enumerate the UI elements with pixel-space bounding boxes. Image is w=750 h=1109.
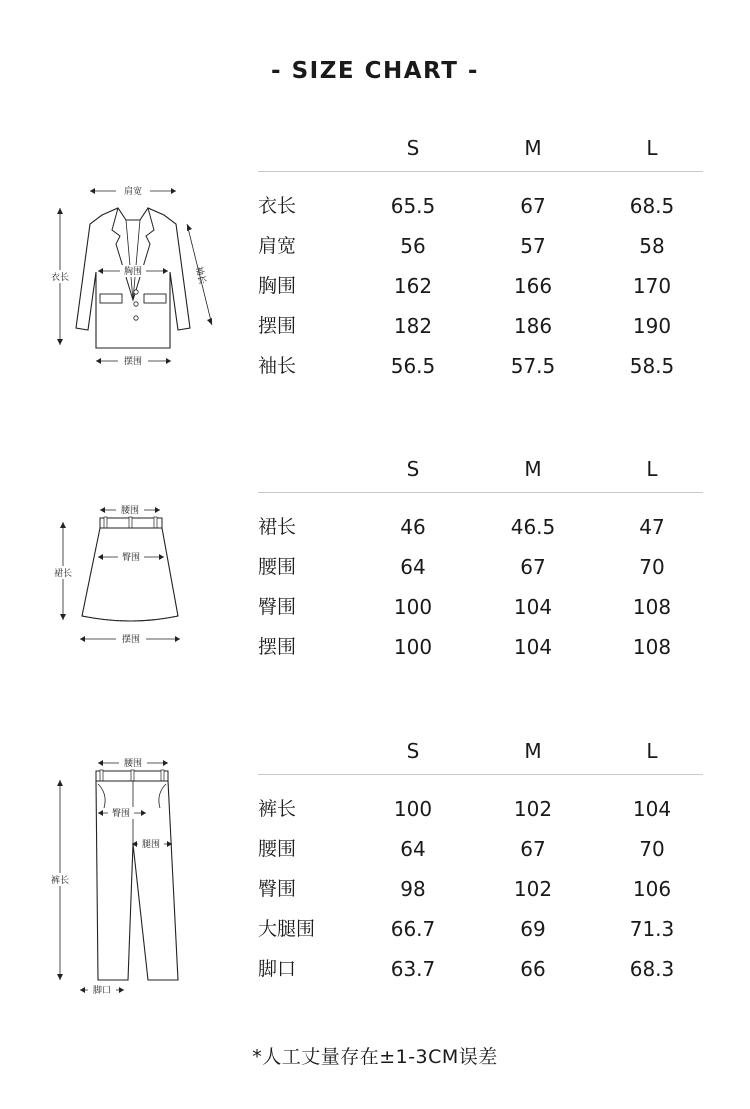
measure-name: 裤长 — [258, 798, 297, 820]
label-waist: 腰围 — [120, 506, 140, 516]
value-m: 46.5 — [510, 515, 556, 539]
value-s: 63.7 — [390, 957, 436, 981]
value-m: 67 — [520, 194, 546, 218]
value-m: 102 — [513, 877, 553, 901]
table-row — [258, 311, 703, 341]
value-m: 102 — [513, 797, 553, 821]
label-trouser-waist: 腰围 — [123, 759, 143, 769]
value-l: 71.3 — [629, 917, 675, 941]
measure-name: 摆围 — [258, 315, 297, 337]
label-skirt-length: 裙长 — [53, 569, 73, 579]
value-m: 166 — [513, 274, 553, 298]
size-header-row — [258, 133, 703, 163]
table-row — [258, 592, 703, 622]
label-trouser-length: 裤长 — [50, 876, 70, 886]
table-row — [258, 191, 703, 221]
blazer-diagram — [40, 180, 230, 380]
measure-name: 臀围 — [258, 878, 297, 900]
value-m: 186 — [513, 314, 553, 338]
measure-name: 胸围 — [258, 275, 297, 297]
label-chest: 胸围 — [123, 267, 143, 277]
value-l: 190 — [632, 314, 672, 338]
blazer-illustration — [40, 180, 230, 380]
value-s: 98 — [400, 877, 426, 901]
size-header-m: M — [524, 457, 542, 481]
value-l: 68.5 — [629, 194, 675, 218]
table-row — [258, 794, 703, 824]
size-header-l: L — [646, 136, 658, 160]
table-row — [258, 834, 703, 864]
measure-name: 臀围 — [258, 596, 297, 618]
table-row — [258, 351, 703, 381]
table-row — [258, 231, 703, 261]
value-l: 170 — [632, 274, 672, 298]
value-l: 108 — [632, 595, 672, 619]
value-s: 100 — [393, 635, 433, 659]
value-m: 57.5 — [510, 354, 556, 378]
label-shoulder: 肩宽 — [123, 187, 143, 197]
value-l: 58.5 — [629, 354, 675, 378]
table-row — [258, 874, 703, 904]
value-l: 70 — [639, 837, 665, 861]
value-s: 64 — [400, 555, 426, 579]
measure-name: 腰围 — [258, 556, 297, 578]
table-row — [258, 632, 703, 662]
value-s: 182 — [393, 314, 433, 338]
measure-name: 裙长 — [258, 516, 297, 538]
skirt-illustration — [40, 500, 200, 650]
value-m: 69 — [520, 917, 546, 941]
label-leg-opening: 脚口 — [92, 986, 112, 996]
table-row — [258, 914, 703, 944]
table-row — [258, 954, 703, 984]
size-header-l: L — [646, 739, 658, 763]
table-row — [258, 552, 703, 582]
measure-name: 大腿围 — [258, 918, 316, 940]
size-header-row — [258, 736, 703, 766]
value-m: 67 — [520, 555, 546, 579]
value-s: 46 — [400, 515, 426, 539]
label-skirt-hem: 摆围 — [121, 635, 141, 645]
label-trouser-hip: 臀围 — [111, 809, 131, 819]
value-m: 104 — [513, 595, 553, 619]
table-row — [258, 271, 703, 301]
label-sleeve: 袖长 — [192, 265, 207, 286]
value-s: 64 — [400, 837, 426, 861]
size-header-l: L — [646, 457, 658, 481]
value-m: 67 — [520, 837, 546, 861]
size-header-s: S — [406, 457, 420, 481]
value-m: 104 — [513, 635, 553, 659]
header-divider — [258, 171, 703, 172]
measure-name: 袖长 — [258, 355, 297, 377]
measure-name: 肩宽 — [258, 235, 297, 257]
value-s: 56.5 — [390, 354, 436, 378]
page-title: - SIZE CHART - — [271, 58, 479, 84]
table-row — [258, 512, 703, 542]
value-m: 57 — [520, 234, 546, 258]
value-l: 104 — [632, 797, 672, 821]
size-header-row — [258, 454, 703, 484]
measurement-footnote: *人工丈量存在±1-3CM误差 — [252, 1046, 498, 1068]
label-hip: 臀围 — [121, 553, 141, 563]
value-m: 66 — [520, 957, 546, 981]
value-s: 100 — [393, 595, 433, 619]
label-hem: 摆围 — [123, 357, 143, 367]
value-s: 56 — [400, 234, 426, 258]
measure-name: 脚口 — [258, 958, 297, 980]
header-divider — [258, 774, 703, 775]
header-divider — [258, 492, 703, 493]
label-thigh: 腿围 — [141, 840, 161, 850]
value-l: 108 — [632, 635, 672, 659]
measure-name: 摆围 — [258, 636, 297, 658]
size-header-m: M — [524, 136, 542, 160]
value-l: 47 — [639, 515, 665, 539]
value-l: 58 — [639, 234, 665, 258]
value-l: 70 — [639, 555, 665, 579]
value-s: 162 — [393, 274, 433, 298]
measure-name: 腰围 — [258, 838, 297, 860]
value-s: 100 — [393, 797, 433, 821]
skirt-diagram — [40, 500, 200, 650]
trousers-illustration — [40, 752, 200, 1002]
value-l: 106 — [632, 877, 672, 901]
measure-name: 衣长 — [258, 195, 297, 217]
value-s: 66.7 — [390, 917, 436, 941]
value-s: 65.5 — [390, 194, 436, 218]
value-l: 68.3 — [629, 957, 675, 981]
size-header-m: M — [524, 739, 542, 763]
size-header-s: S — [406, 136, 420, 160]
trousers-diagram — [40, 752, 200, 1002]
size-header-s: S — [406, 739, 420, 763]
label-length: 衣长 — [50, 273, 70, 283]
